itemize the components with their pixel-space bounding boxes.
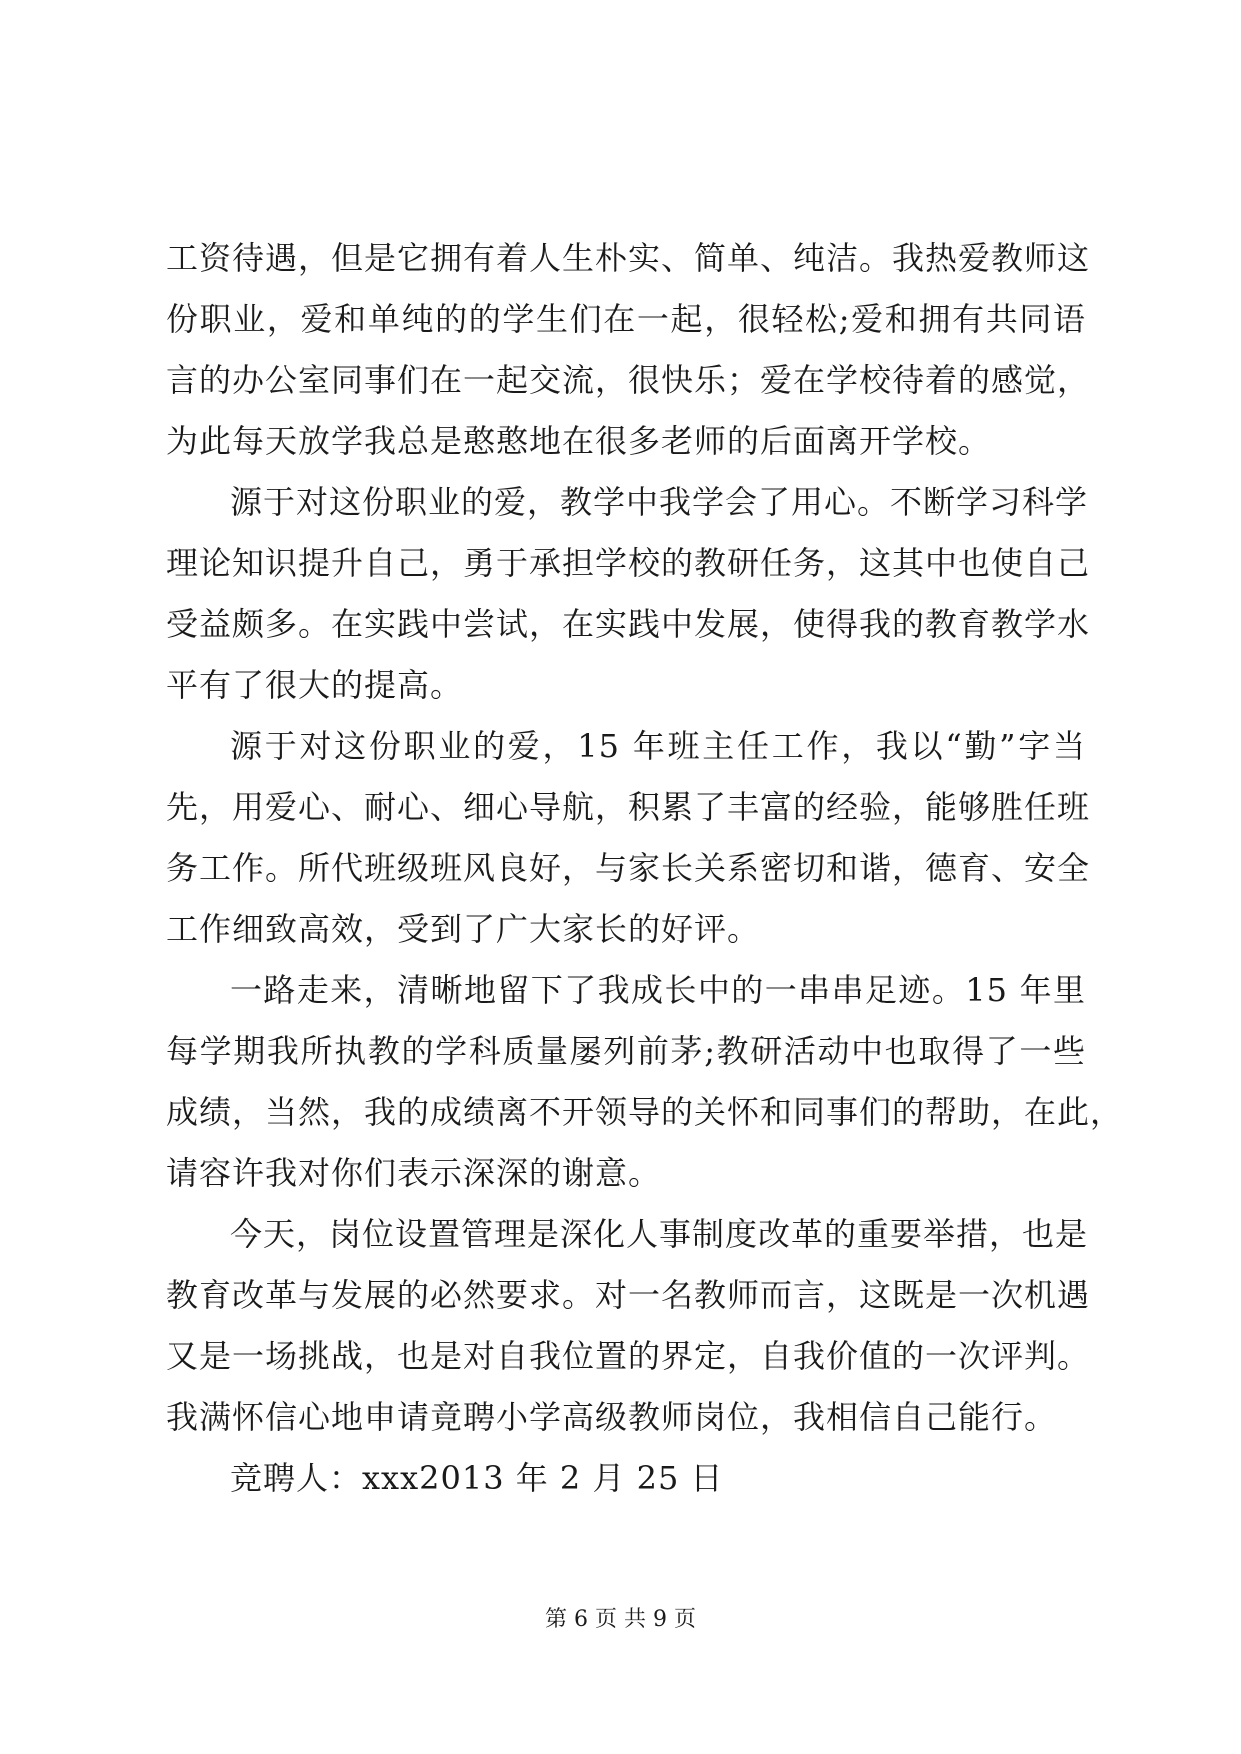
text-line: 理论知识提升自己，勇于承担学校的教研任务，这其中也使自己 xyxy=(166,544,1091,582)
paragraph xyxy=(166,716,1091,960)
paragraph xyxy=(166,1204,1091,1448)
text-line: 源于对这份职业的爱，教学中我学会了用心。不断学习科学 xyxy=(230,483,1089,521)
paragraph xyxy=(166,472,1091,716)
text-line: 份职业，爱和单纯的的学生们在一起，很轻松;爱和拥有共同语 xyxy=(166,300,1086,338)
paragraph xyxy=(166,228,1091,472)
text-line: 我满怀信心地申请竟聘小学高级教师岗位，我相信自己能行。 xyxy=(166,1398,1058,1436)
text-line: 源于对这份职业的爱，15 年班主任工作，我以“勤”字当 xyxy=(230,727,1086,765)
text-line: 教育改革与发展的必然要求。对一名教师而言，这既是一次机遇 xyxy=(166,1276,1091,1314)
text-line: 每学期我所执教的学科质量屡列前茅;教研活动中也取得了一些 xyxy=(166,1032,1086,1070)
text-line: 平有了很大的提高。 xyxy=(166,666,464,704)
text-line: 受益颇多。在实践中尝试，在实践中发展，使得我的教育教学水 xyxy=(166,605,1091,643)
text-line: 请容许我对你们表示深深的谢意。 xyxy=(166,1154,662,1192)
text-line: 务工作。所代班级班风良好，与家长关系密切和谐，德育、安全 xyxy=(166,849,1091,887)
text-line: 先，用爱心、耐心、细心导航，积累了丰富的经验，能够胜任班 xyxy=(166,788,1091,826)
text-line: 一路走来，清晰地留下了我成长中的一串串足迹。15 年里 xyxy=(230,971,1086,1009)
text-line: 工资待遇，但是它拥有着人生朴实、简单、纯洁。我热爱教师这 xyxy=(166,239,1091,277)
text-line: 今天，岗位设置管理是深化人事制度改革的重要举措，也是 xyxy=(230,1215,1089,1253)
signature-paragraph xyxy=(166,1448,1086,1509)
page-number: 第 6 页 共 9 页 xyxy=(545,1607,696,1632)
text-line: 工作细致高效，受到了广大家长的好评。 xyxy=(166,910,761,948)
page-footer xyxy=(0,1605,1241,1635)
paragraph xyxy=(166,960,1124,1204)
text-line: 为此每天放学我总是憨憨地在很多老师的后面离开学校。 xyxy=(166,422,992,460)
text-line: 言的办公室同事们在一起交流，很快乐；爱在学校待着的感觉， xyxy=(166,361,1091,399)
document-body xyxy=(166,228,1124,1509)
text-line: 成绩，当然，我的成绩离不开领导的关怀和同事们的帮助，在此， xyxy=(166,1093,1124,1131)
signature-line: 竞聘人：xxx2013 年 2 月 25 日 xyxy=(230,1459,724,1497)
text-line: 又是一场挑战，也是对自我位置的界定，自我价值的一次评判。 xyxy=(166,1337,1091,1375)
